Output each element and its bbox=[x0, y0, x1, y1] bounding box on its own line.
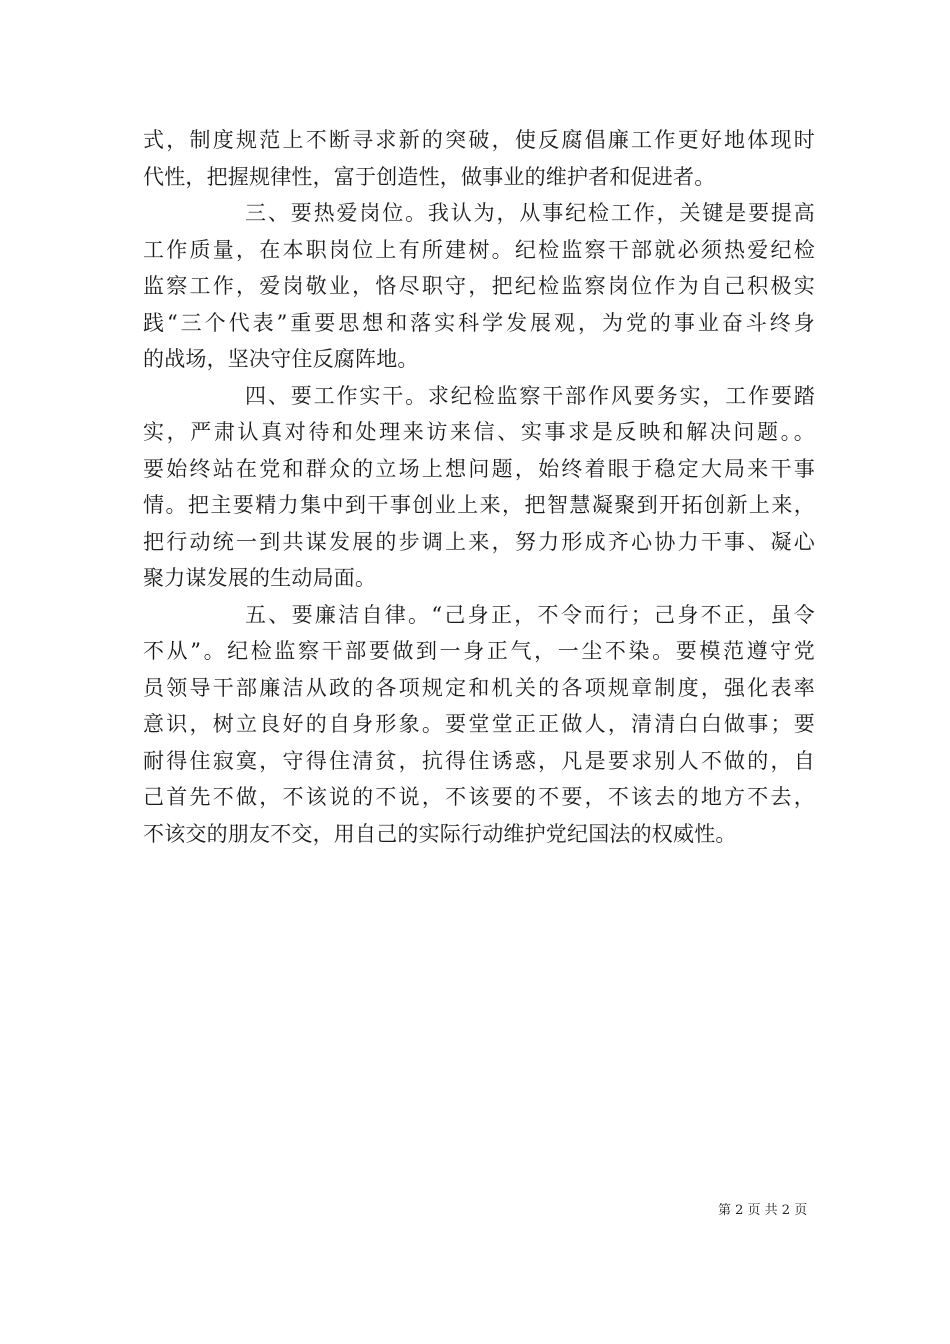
document-body bbox=[143, 122, 815, 852]
text-line: 工作质量，在本职岗位上有所建树。纪检监察干部就必须热爱纪检 bbox=[143, 237, 815, 262]
text-line: 情。把主要精力集中到干事创业上来，把智慧凝聚到开拓创新上来， bbox=[143, 493, 815, 517]
text-line: 代性，把握规律性，富于创造性，做事业的维护者和促进者。 bbox=[143, 164, 716, 189]
text-line: 监察工作，爱岗敬业，恪尽职守，把纪检监察岗位作为自己积极实 bbox=[143, 274, 815, 298]
text-line: 不该交的朋友不交，用自己的实际行动维护党纪国法的权威性。 bbox=[143, 821, 737, 846]
text-line: 员领导干部廉洁从政的各项规定和机关的各项规章制度，强化表率 bbox=[143, 675, 815, 700]
text-line: 把行动统一到共谋发展的步调上来，努力形成齐心协力干事、凝心 bbox=[143, 529, 815, 554]
text-line: 意识，树立良好的自身形象。要堂堂正正做人，清清白白做事；要 bbox=[143, 712, 815, 736]
text-line: 的战场，坚决守住反腐阵地。 bbox=[143, 347, 419, 371]
text-line: 己首先不做，不该说的不说，不该要的不要，不该去的地方不去， bbox=[143, 785, 815, 809]
text-line: 践“三个代表”重要思想和落实科学发展观，为党的事业奋斗终身 bbox=[143, 310, 815, 335]
text-line: 要始终站在党和群众的立场上想问题，始终着眼于稳定大局来干事 bbox=[143, 456, 815, 481]
text-line: 聚力谋发展的生动局面。 bbox=[143, 566, 377, 590]
text-line: 实，严肃认真对待和处理来访来信、实事求是反映和解决问题。。 bbox=[143, 420, 815, 444]
text-line: 不从”。纪检监察干部要做到一身正气，一尘不染。要模范遵守党 bbox=[143, 639, 815, 663]
text-line: 式，制度规范上不断寻求新的突破，使反腐倡廉工作更好地体现时 bbox=[143, 128, 815, 152]
page-number-footer: 第 2 页 共 2 页 bbox=[718, 1203, 808, 1218]
text-line: 五、要廉洁自律。“己身正，不令而行；己身不正，虽令 bbox=[245, 602, 815, 627]
text-line: 四、要工作实干。求纪检监察干部作风要务实，工作要踏 bbox=[245, 383, 815, 408]
text-line: 耐得住寂寞，守得住清贫，抗得住诱惑，凡是要求别人不做的，自 bbox=[143, 748, 815, 773]
text-line: 三、要热爱岗位。我认为，从事纪检工作，关键是要提高 bbox=[245, 201, 815, 225]
